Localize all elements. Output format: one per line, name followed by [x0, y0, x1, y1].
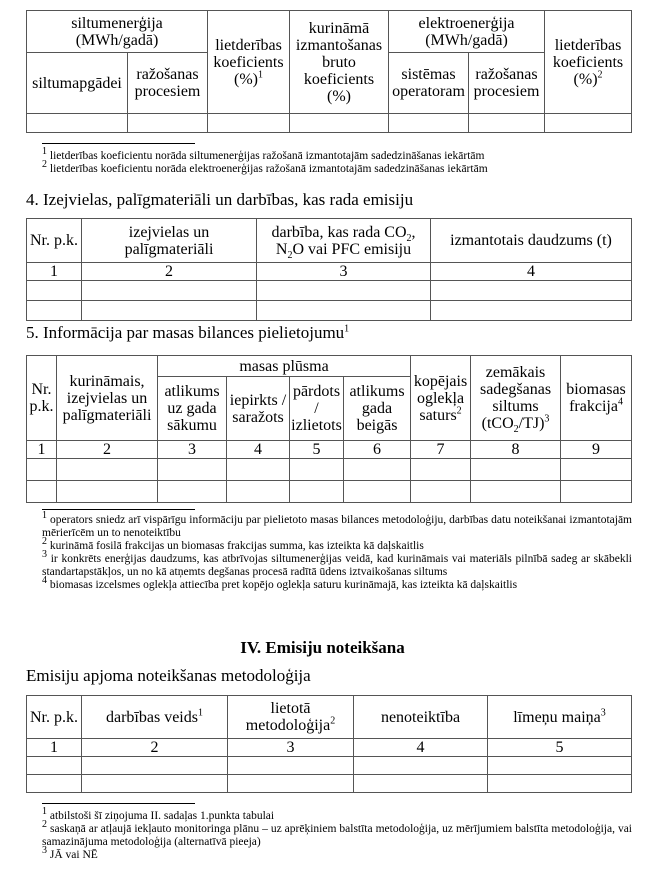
- text: kopējais oglekļa saturs: [413, 372, 468, 424]
- table-row: [27, 757, 632, 775]
- text: 2: [287, 249, 293, 261]
- text: lietderības koeficients (%): [213, 36, 284, 88]
- header-heat-supply: siltumapgādei: [27, 53, 128, 114]
- text: O vai PFC emisiju: [292, 240, 412, 258]
- text: 3: [544, 413, 550, 425]
- footnotes-2: [42, 510, 632, 592]
- footnote: [42, 806, 632, 823]
- table-cell: [208, 114, 290, 133]
- text: 3: [42, 549, 47, 561]
- header-start: atlikums uz gada sākumu: [158, 377, 227, 441]
- text: ir konkrēts enerģijas daudzums, kas atbrīvojas siltumenerģijas veidā, kad kurināmais vai materiāls pilnībā sadeg ar skābekli standartapstākļos, un no kā atņemts degšanas procesā radītā ūdens iztvaikošanas siltums: [42, 553, 632, 578]
- raw-materials-table: [26, 218, 632, 321]
- text: 3: [42, 845, 47, 857]
- table-cell: [228, 757, 354, 775]
- table-cell: [27, 775, 82, 793]
- table-cell: [389, 114, 469, 133]
- table-cell: [27, 757, 82, 775]
- table-cell: [227, 459, 290, 481]
- table-cell: [82, 281, 257, 301]
- table-cell: [411, 459, 471, 481]
- energy-table: [26, 10, 632, 133]
- text: atbilstoši šī ziņojuma II. sadaļas 1.punkta tabulai: [49, 810, 275, 822]
- header-eff2: [545, 11, 632, 114]
- footnote: [42, 146, 632, 163]
- table-cell: [290, 481, 344, 503]
- text: 4: [42, 575, 47, 587]
- table-cell: [128, 114, 208, 133]
- table-cell: 1: [27, 739, 82, 757]
- header-sys-op: sistēmas operatoram: [389, 53, 469, 114]
- header-bought: iepirkts / saražots: [227, 377, 290, 441]
- text: 4: [617, 396, 623, 408]
- footnote: [42, 159, 632, 176]
- table-cell: [27, 281, 82, 301]
- table-cell: 1: [27, 441, 57, 459]
- text: 1: [197, 707, 203, 719]
- table-cell: [344, 481, 411, 503]
- table-cell: [27, 481, 57, 503]
- text: , N: [275, 223, 416, 258]
- footnote-rule: [42, 803, 195, 804]
- text: darbības veids: [106, 708, 198, 726]
- text: operators sniedz arī vispārīgu informāciju par pielietoto masas bilances metodoloģiju, darbības datu noteikšanai izmantotajām mērierīcēm un to nenoteiktību: [42, 514, 632, 539]
- text: biomasas izcelsmes oglekļa attiecība pret kopējo oglekļa saturu kurināmajā, kas izteikta kā daļskaitlis: [49, 579, 518, 591]
- footnote-rule: [42, 509, 195, 510]
- header-ncv: [471, 356, 561, 441]
- header-elec: elektroenerģija (MWh/gadā): [389, 11, 545, 53]
- section-5-title: [26, 323, 349, 343]
- table-cell: [158, 481, 227, 503]
- footnotes-1: [42, 146, 632, 176]
- footnote: [42, 845, 632, 862]
- text: kurināmā fosilā frakcijas un biomasas frakcijas summa, kas izteikta kā daļskaitlis: [49, 540, 424, 552]
- table-row: [27, 301, 632, 321]
- table-cell: [488, 757, 632, 775]
- table-cell: [290, 459, 344, 481]
- table-row: [27, 219, 632, 263]
- footnote: [42, 575, 632, 592]
- table-cell: [561, 459, 632, 481]
- text: lietotā metodoloģija: [245, 700, 331, 734]
- table-cell: 2: [82, 263, 257, 281]
- header-quantity: izmantotais daudzums (t): [431, 219, 632, 263]
- header-fuel: kurināmais, izejvielas un palīgmateriāli: [57, 356, 158, 441]
- table-cell: [471, 481, 561, 503]
- text: 2: [597, 69, 603, 81]
- table-cell: [471, 459, 561, 481]
- section-iv-title: IV. Emisiju noteikšana: [240, 638, 405, 657]
- section-iv-subtitle: Emisiju apjoma noteikšanas metodoloģija: [26, 666, 311, 685]
- table-cell: 5: [488, 739, 632, 757]
- text: lietderības koeficientu norāda elektroenerģijas ražošanā izmantotajām sadedzināšanas iekārtām: [49, 163, 488, 175]
- table-cell: 6: [344, 441, 411, 459]
- text: JĀ vai NĒ: [49, 849, 98, 861]
- table-cell: 9: [561, 441, 632, 459]
- table-row: [27, 481, 632, 503]
- table-cell: 3: [257, 263, 431, 281]
- table-cell: 3: [158, 441, 227, 459]
- header-activity: [257, 219, 431, 263]
- table-cell: [227, 481, 290, 503]
- header-heat: siltumenerģija (MWh/gadā): [27, 11, 208, 53]
- emission-method-table: [26, 695, 632, 793]
- mass-balance-table: [26, 355, 632, 503]
- table-row: [27, 775, 632, 793]
- text: darbība, kas rada CO: [271, 223, 407, 241]
- section-4-title: 4. Izejvielas, palīgmateriāli un darbības, kas rada emisiju: [26, 190, 414, 209]
- table-cell: [158, 459, 227, 481]
- table-cell: [290, 114, 389, 133]
- table-row: [27, 281, 632, 301]
- header-tier-change: [488, 696, 632, 739]
- text: 2: [42, 159, 47, 171]
- table-cell: 3: [228, 739, 354, 757]
- text: 3: [600, 707, 606, 719]
- table-cell: [82, 775, 228, 793]
- table-cell: 2: [82, 739, 228, 757]
- header-uncertainty: nenoteiktība: [354, 696, 488, 739]
- table-cell: [431, 281, 632, 301]
- text: 2: [456, 405, 462, 417]
- table-cell: [561, 481, 632, 503]
- header-method: [228, 696, 354, 739]
- footnote: [42, 510, 632, 540]
- number-row: [27, 263, 632, 281]
- number-row: [27, 441, 632, 459]
- table-row: [27, 356, 632, 377]
- footnotes-3: [42, 806, 632, 862]
- text: zemākais sadegšanas siltums (tCO: [479, 364, 552, 432]
- table-cell: 4: [431, 263, 632, 281]
- text: 1: [344, 323, 350, 335]
- table-cell: [545, 114, 632, 133]
- text: 2: [330, 715, 336, 727]
- text: 2: [513, 424, 519, 436]
- header-eff1: [208, 11, 290, 114]
- footnote: [42, 536, 632, 553]
- header-fuel-coef: kurināmā izmantošanas bruto koeficients (%): [290, 11, 389, 114]
- text: lietderības koeficients (%): [552, 36, 624, 88]
- table-cell: [354, 775, 488, 793]
- table-cell: 1: [27, 263, 82, 281]
- table-cell: 8: [471, 441, 561, 459]
- table-cell: 2: [57, 441, 158, 459]
- header-biomass: [561, 356, 632, 441]
- table-row: [27, 114, 632, 133]
- table-cell: 4: [227, 441, 290, 459]
- text: 1: [258, 69, 263, 81]
- table-cell: 7: [411, 441, 471, 459]
- table-row: [27, 11, 632, 53]
- table-cell: [27, 114, 128, 133]
- header-nr: Nr. p.k.: [27, 696, 82, 739]
- header-nr: Nr. p.k.: [27, 219, 82, 263]
- number-row: [27, 739, 632, 757]
- table-cell: [257, 301, 431, 321]
- table-cell: [488, 775, 632, 793]
- text: 2: [406, 232, 412, 244]
- table-cell: [27, 459, 57, 481]
- table-cell: [228, 775, 354, 793]
- table-cell: [344, 459, 411, 481]
- table-row: [27, 459, 632, 481]
- table-cell: [411, 481, 471, 503]
- footnote: [42, 819, 632, 849]
- header-heat-proc: ražošanas procesiem: [128, 53, 208, 114]
- header-elec-proc: ražošanas procesiem: [469, 53, 545, 114]
- text: 1: [42, 806, 47, 818]
- table-cell: [82, 757, 228, 775]
- text: saskaņā ar atļaujā iekļauto monitoringa plānu – uz aprēķiniem balstīta metodoloģija, uz mērījumiem balstīta metodoloģija, vai samazinājuma metodoloģija (alternatīvā pieeja): [42, 823, 632, 848]
- table-row: [27, 696, 632, 739]
- text: 5. Informācija par masas bilances pielietojumu: [26, 323, 345, 342]
- table-cell: [57, 481, 158, 503]
- table-cell: [431, 301, 632, 321]
- footnote: [42, 549, 632, 579]
- table-cell: [354, 757, 488, 775]
- footnote-rule: [42, 143, 195, 144]
- table-cell: [257, 281, 431, 301]
- header-materials: izejvielas un palīgmateriāli: [82, 219, 257, 263]
- text: 1: [42, 146, 47, 158]
- table-cell: [82, 301, 257, 321]
- text: līmeņu maiņa: [513, 708, 601, 726]
- header-nr: Nr. p.k.: [27, 356, 57, 441]
- header-activity: [82, 696, 228, 739]
- text: /TJ): [518, 415, 545, 432]
- table-cell: 5: [290, 441, 344, 459]
- text: biomasas frakcija: [566, 381, 626, 415]
- table-cell: [27, 301, 82, 321]
- table-cell: [469, 114, 545, 133]
- table-cell: [57, 459, 158, 481]
- text: 1: [42, 510, 47, 522]
- text: 2: [42, 819, 47, 831]
- header-end: atlikums gada beigās: [344, 377, 411, 441]
- header-mass-flow: masas plūsma: [158, 356, 411, 377]
- text: 2: [42, 536, 47, 548]
- table-cell: 4: [354, 739, 488, 757]
- header-carbon: [411, 356, 471, 441]
- text: lietderības koeficientu norāda siltumenerģijas ražošanā izmantotajām sadedzināšanas iekārtām: [49, 150, 485, 162]
- header-sold: pārdots / izlietots: [290, 377, 344, 441]
